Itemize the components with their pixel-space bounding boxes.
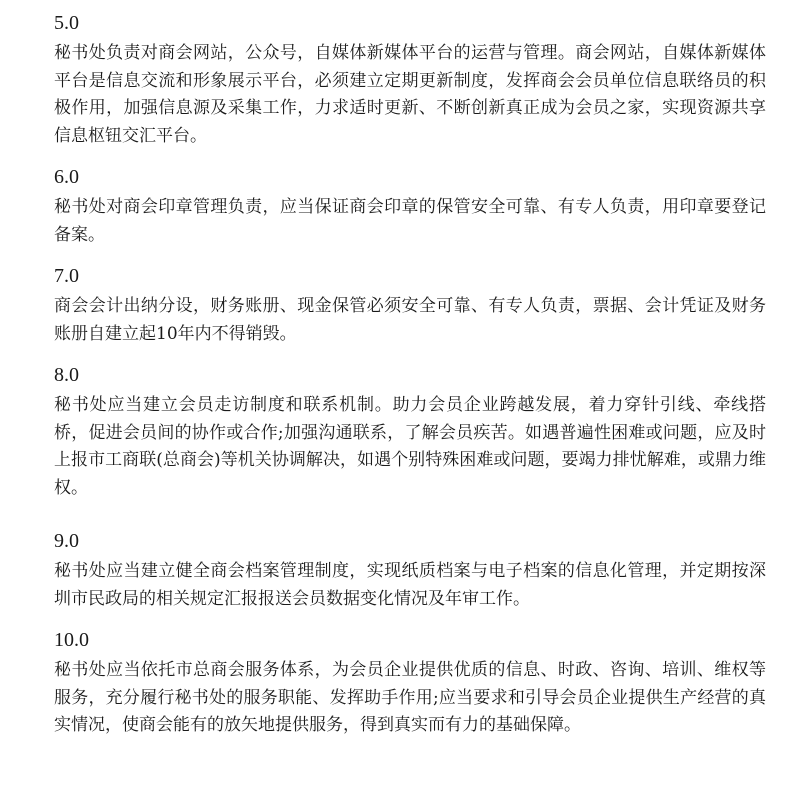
section-number: 7.0 — [54, 265, 79, 287]
section-number: 5.0 — [54, 12, 79, 34]
section-paragraph: 秘书处应当依托市总商会服务体系，为会员企业提供优质的信息、时政、咨询、培训、维权等服务，充分履行秘书处的服务职能、发挥助手作用;应当要求和引导会员企业提供生产经营的真实情况，使商会能有的放矢地提供服务，得到真实而有力的基础保障。 — [54, 660, 766, 735]
section-paragraph: 秘书处对商会印章管理负责，应当保证商会印章的保管安全可靠、有专人负责，用印章要登记备案。 — [54, 197, 766, 245]
section-number: 8.0 — [54, 364, 79, 386]
section-paragraph: 秘书处应当建立健全商会档案管理制度，实现纸质档案与电子档案的信息化管理，并定期按深圳市民政局的相关规定汇报报送会员数据变化情况及年审工作。 — [54, 561, 766, 609]
section-9 — [54, 528, 766, 613]
section-number: 10.0 — [54, 629, 89, 651]
section-paragraph: 商会会计出纳分设，财务账册、现金保管必须安全可靠、有专人负责，票据、会计凭证及财务账册自建立起10年内不得销毁。 — [54, 296, 766, 344]
section-8 — [54, 362, 766, 502]
section-7 — [54, 263, 766, 348]
section-paragraph: 秘书处应当建立会员走访制度和联系机制。助力会员企业跨越发展，着力穿针引线、牵线搭桥，促进会员间的协作或合作;加强沟通联系，了解会员疾苦。如遇普遍性困难或问题，应及时上报市工商联(总商会)等机关协调解决，如遇个别特殊困难或问题，要竭力排忧解难，或鼎力维权。 — [54, 395, 766, 498]
document-body — [54, 10, 766, 740]
section-5 — [54, 10, 766, 150]
section-10 — [54, 627, 766, 740]
section-paragraph: 秘书处负责对商会网站，公众号，自媒体新媒体平台的运营与管理。商会网站，自媒体新媒体平台是信息交流和形象展示平台，必须建立定期更新制度，发挥商会会员单位信息联络员的积极作用，加强信息源及采集工作，力求适时更新、不断创新真正成为会员之家，实现资源共享信息枢钮交汇平台。 — [54, 43, 766, 146]
section-6 — [54, 164, 766, 249]
section-number: 6.0 — [54, 166, 79, 188]
section-number: 9.0 — [54, 530, 79, 552]
